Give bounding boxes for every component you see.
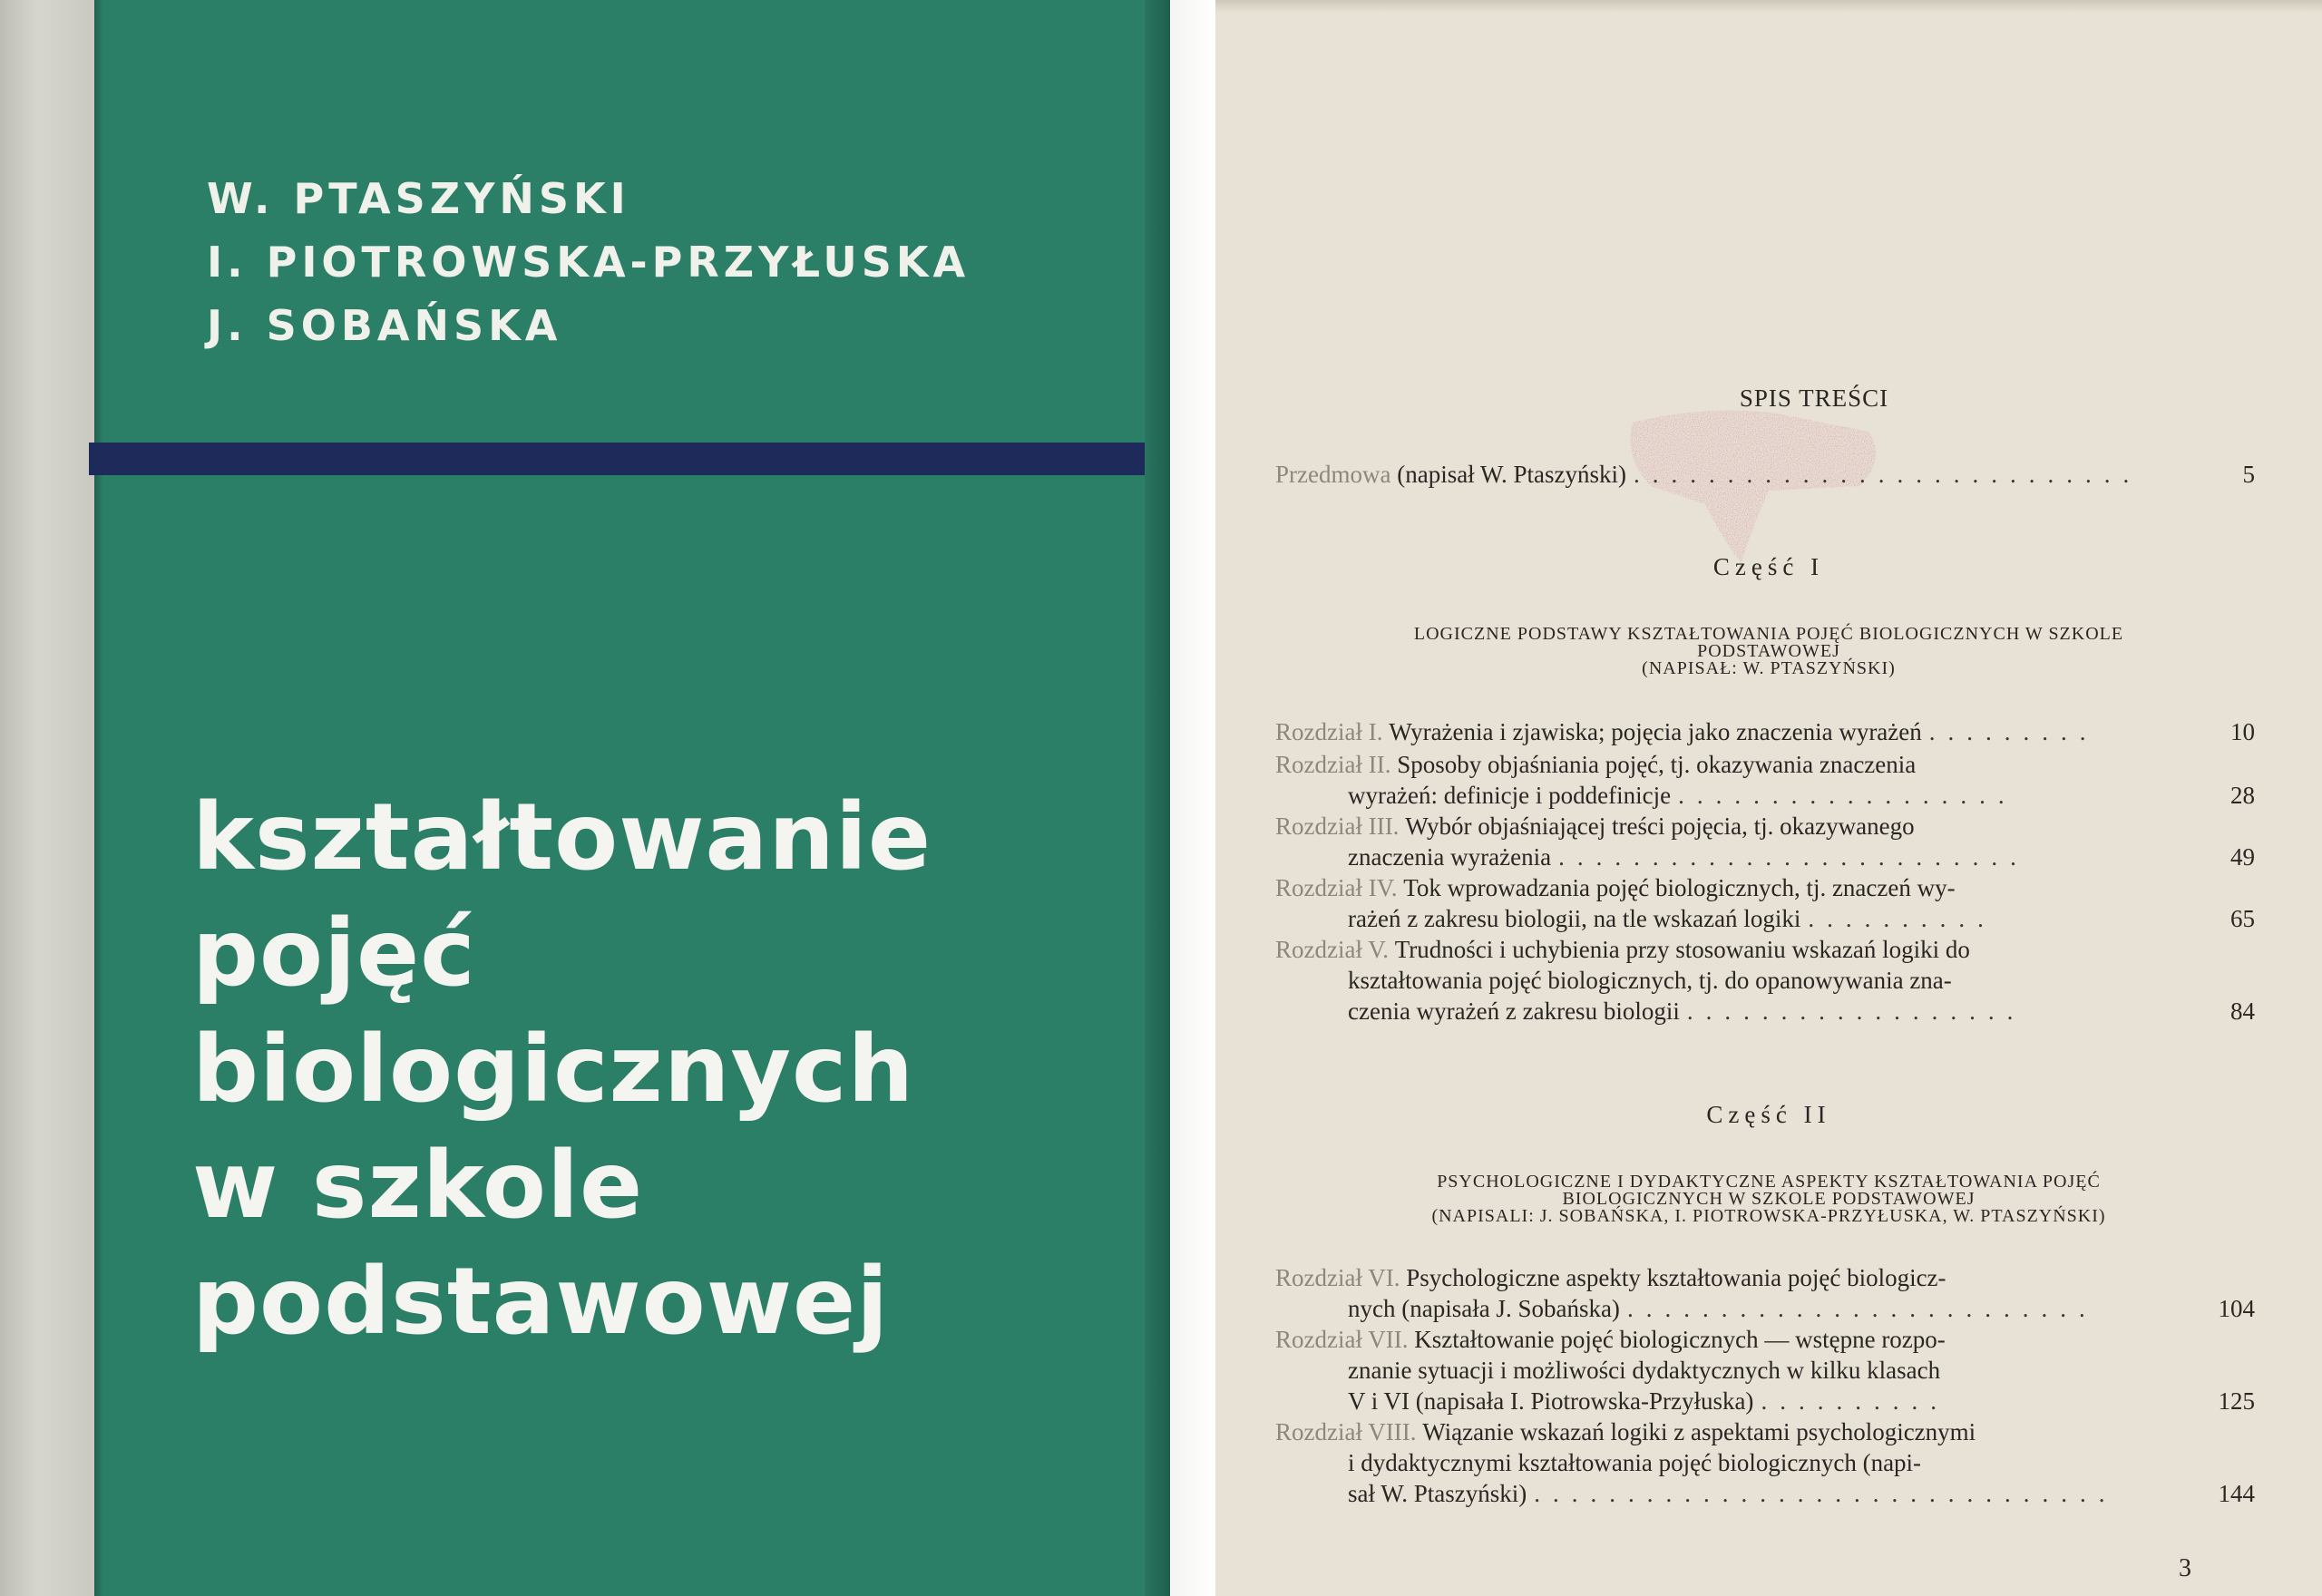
chapter-title-line: Tok wprowadzania pojęć biologicznych, tj. znaczeń wy- xyxy=(1403,874,1956,901)
page-number: 3 xyxy=(2179,1554,2191,1582)
chapter-title-line: znanie sytuacji i możliwości dydaktycznych w kilku klasach xyxy=(1348,1357,1941,1384)
part-1-section-line-1: LOGICZNE PODSTAWY KSZTAŁTOWANIA POJĘĆ BIOLOGICZNYCH W SZKOLE xyxy=(1413,624,2124,644)
author-2: I. PIOTROWSKA-PRZYŁUSKA xyxy=(207,238,971,287)
preface-label: Przedmowa xyxy=(1275,461,1391,488)
part-1-title: Część I xyxy=(1712,553,1825,580)
chapter-title-line: Sposoby objaśniania pojęć, tj. okazywania znaczenia xyxy=(1397,751,1917,778)
chapter-label: Rozdział III. xyxy=(1275,813,1400,840)
chapter-page: 65 xyxy=(2230,905,2255,932)
preface-page: 5 xyxy=(2242,461,2255,488)
chapter-label: Rozdział IV. xyxy=(1275,874,1398,901)
leader-dots: .......... xyxy=(1761,1387,1949,1415)
cover-edge xyxy=(1145,0,1170,1596)
title-line-5: podstawowej xyxy=(192,1248,890,1356)
chapter-title-line: kształtowania pojęć biologicznych, tj. do opanowywania zna- xyxy=(1348,967,1952,994)
part-1-section-line-3: (NAPISAŁ: W. PTASZYŃSKI) xyxy=(1642,658,1896,678)
title-line-3: biologicznych xyxy=(192,1016,915,1124)
chapter-title-line: wyrażeń: definicje i poddefinicje xyxy=(1348,782,1672,809)
preface-entry xyxy=(1275,461,2255,489)
chapter-entry xyxy=(1275,934,2255,1027)
chapter-title-line: Trudności i uchybienia przy stosowaniu wskazań logiki do xyxy=(1394,936,1970,963)
chapter-entry xyxy=(1275,749,2255,811)
author-1: W. PTASZYŃSKI xyxy=(207,174,630,223)
chapter-entry xyxy=(1275,872,2255,934)
chapter-label: Rozdział V. xyxy=(1275,936,1389,963)
leader-dots: ........................... xyxy=(1633,461,2142,488)
leader-dots: ......... xyxy=(1928,718,2099,745)
leader-dots: .................. xyxy=(1686,998,2026,1025)
chapter-page: 125 xyxy=(2218,1387,2255,1415)
part-2-section-line-2: BIOLOGICZNYCH W SZKOLE PODSTAWOWEJ xyxy=(1562,1189,1976,1209)
chapter-title-line: Wiązanie wskazań logiki z aspektami psychologicznymi xyxy=(1422,1418,1976,1445)
chapter-title-line: znaczenia wyrażenia xyxy=(1348,843,1552,871)
chapter-title-line: Wybór objaśniającej treści pojęcia, tj. okazywanego xyxy=(1405,813,1915,840)
chapter-title-line: V i VI (napisała I. Piotrowska-Przyłuska) xyxy=(1348,1387,1754,1415)
chapter-entry xyxy=(1275,1416,2255,1509)
chapter-label: Rozdział VI. xyxy=(1275,1264,1400,1291)
chapter-title-line: Wyrażenia i zjawiska; pojęcia jako znaczenia wyrażeń xyxy=(1389,718,1922,745)
cover-spine xyxy=(0,0,94,1596)
chapter-title-line: sał W. Ptaszyński) xyxy=(1348,1480,1527,1507)
part-2-section-line-1: PSYCHOLOGICZNE I DYDAKTYCZNE ASPEKTY KSZTAŁTOWANIA POJĘĆ xyxy=(1437,1172,2101,1192)
part-1-section xyxy=(1270,626,2268,677)
chapter-page: 28 xyxy=(2230,782,2255,809)
part-2-section-line-3: (NAPISALI: J. SOBAŃSKA, I. PIOTROWSKA-PRZYŁUSKA, W. PTASZYŃSKI) xyxy=(1431,1206,2106,1226)
cover-stripe xyxy=(89,443,1159,475)
cover-title xyxy=(192,780,932,1360)
part-2-title: Część II xyxy=(1706,1101,1831,1128)
chapter-page: 144 xyxy=(2218,1480,2255,1507)
chapter-entry xyxy=(1275,716,2255,747)
chapter-page: 84 xyxy=(2230,998,2255,1025)
leader-dots: ......................... xyxy=(1558,843,2029,871)
author-3: J. SOBAŃSKA xyxy=(207,301,562,350)
page-top-shadow xyxy=(1215,0,2322,13)
chapter-entry xyxy=(1275,1262,2255,1324)
chapter-entry xyxy=(1275,811,2255,872)
title-line-1: kształtowanie xyxy=(192,783,932,891)
part-1-section-line-2: PODSTAWOWEJ xyxy=(1697,641,1840,661)
title-line-4: w szkole xyxy=(192,1132,644,1240)
chapter-title-line: rażeń z zakresu biologii, na tle wskazań logiki xyxy=(1348,905,1801,932)
cover-authors xyxy=(207,167,970,357)
contents-page xyxy=(1215,0,2322,1596)
leader-dots: .......... xyxy=(1808,905,1996,932)
part-2-section xyxy=(1270,1173,2268,1225)
page-gap xyxy=(1170,0,1215,1596)
chapter-title-line: nych (napisała J. Sobańska) xyxy=(1348,1295,1620,1322)
preface-author: (napisał W. Ptaszyński) xyxy=(1397,461,1626,488)
chapter-label: Rozdział I. xyxy=(1275,718,1383,745)
chapter-title-line: Kształtowanie pojęć biologicznych — wstępne rozpo- xyxy=(1414,1326,1946,1353)
chapter-title-line: Psychologiczne aspekty kształtowania pojęć biologicz- xyxy=(1406,1264,1946,1291)
title-line-2: pojęć xyxy=(192,900,476,1007)
chapter-label: Rozdział II. xyxy=(1275,751,1391,778)
contents-heading: SPIS TREŚCI xyxy=(1739,384,1889,412)
leader-dots: .................. xyxy=(1678,782,2017,809)
chapter-title-line: czenia wyrażeń z zakresu biologii xyxy=(1348,998,1680,1025)
chapter-entry xyxy=(1275,1324,2255,1416)
chapter-page: 104 xyxy=(2218,1295,2255,1322)
chapter-label: Rozdział VIII. xyxy=(1275,1418,1417,1445)
chapter-page: 49 xyxy=(2230,843,2255,871)
chapter-title-line: i dydaktycznymi kształtowania pojęć biologicznych (napi- xyxy=(1348,1449,1922,1476)
chapter-page: 10 xyxy=(2230,718,2255,745)
chapter-label: Rozdział VII. xyxy=(1275,1326,1409,1353)
leader-dots: ............................... xyxy=(1534,1480,2118,1507)
leader-dots: ......................... xyxy=(1626,1295,2098,1322)
spine-shadow xyxy=(94,0,103,1596)
